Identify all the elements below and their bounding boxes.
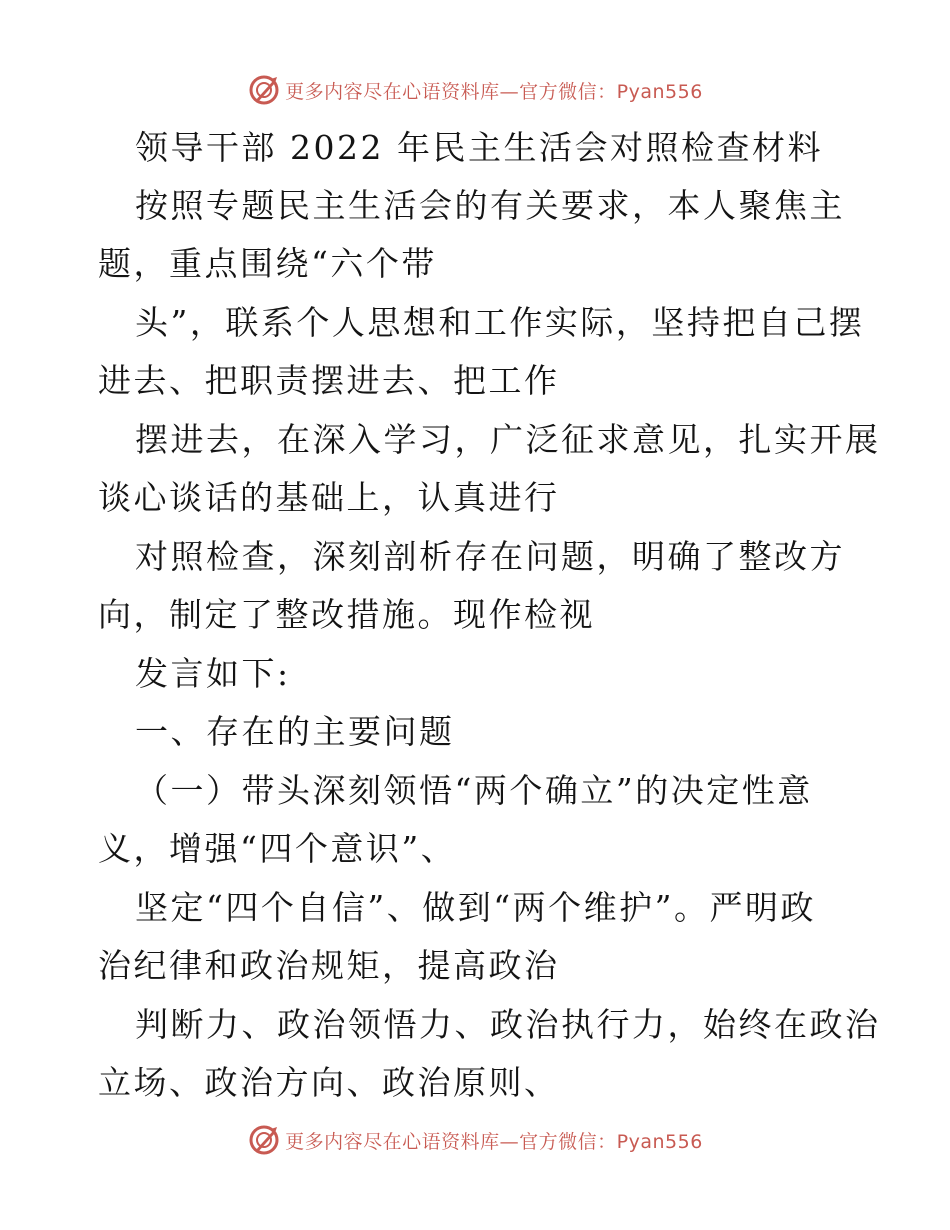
text-line: 治纪律和政治规矩，提高政治 (98, 946, 560, 985)
section-heading: 一、存在的主要问题 (135, 712, 455, 751)
watermark-text: 更多内容尽在心语资料库—官方微信：Pyan556 (285, 80, 703, 103)
document-title: 领导干部 2022 年民主生活会对照检查材料 (135, 128, 823, 167)
subsection-heading: （一）带头深刻领悟“两个确立”的决定性意 (135, 771, 813, 810)
text-line: 摆进去，在深入学习，广泛征求意见，扎实开展 (135, 420, 881, 459)
text-line: 题，重点围绕“六个带 (98, 244, 437, 283)
text-line: 判断力、政治领悟力、政治执行力，始终在政治 (135, 1005, 881, 1044)
text-line: 按照专题民主生活会的有关要求，本人聚焦主 (135, 186, 845, 225)
text-line: 头”，联系个人思想和工作实际，坚持把自己摆 (135, 303, 865, 342)
text-line: 坚定“四个自信”、做到“两个维护”。严明政 (135, 888, 816, 927)
text-line: 谈心谈话的基础上，认真进行 (98, 478, 560, 517)
text-line: 发言如下: (135, 654, 291, 693)
text-line: 向，制定了整改措施。现作检视 (98, 595, 595, 634)
text-line: 进去、把职责摆进去、把工作 (98, 361, 560, 400)
text-line: 对照检查，深刻剖析存在问题，明确了整改方 (135, 537, 845, 576)
watermark-text: 更多内容尽在心语资料库—官方微信：Pyan556 (285, 1130, 703, 1153)
watermark-footer (0, 1120, 950, 1160)
text-line: 立场、政治方向、政治原则、 (98, 1063, 560, 1102)
text-line: 义，增强“四个意识”、 (98, 829, 457, 868)
quill-logo-icon (247, 1123, 281, 1157)
